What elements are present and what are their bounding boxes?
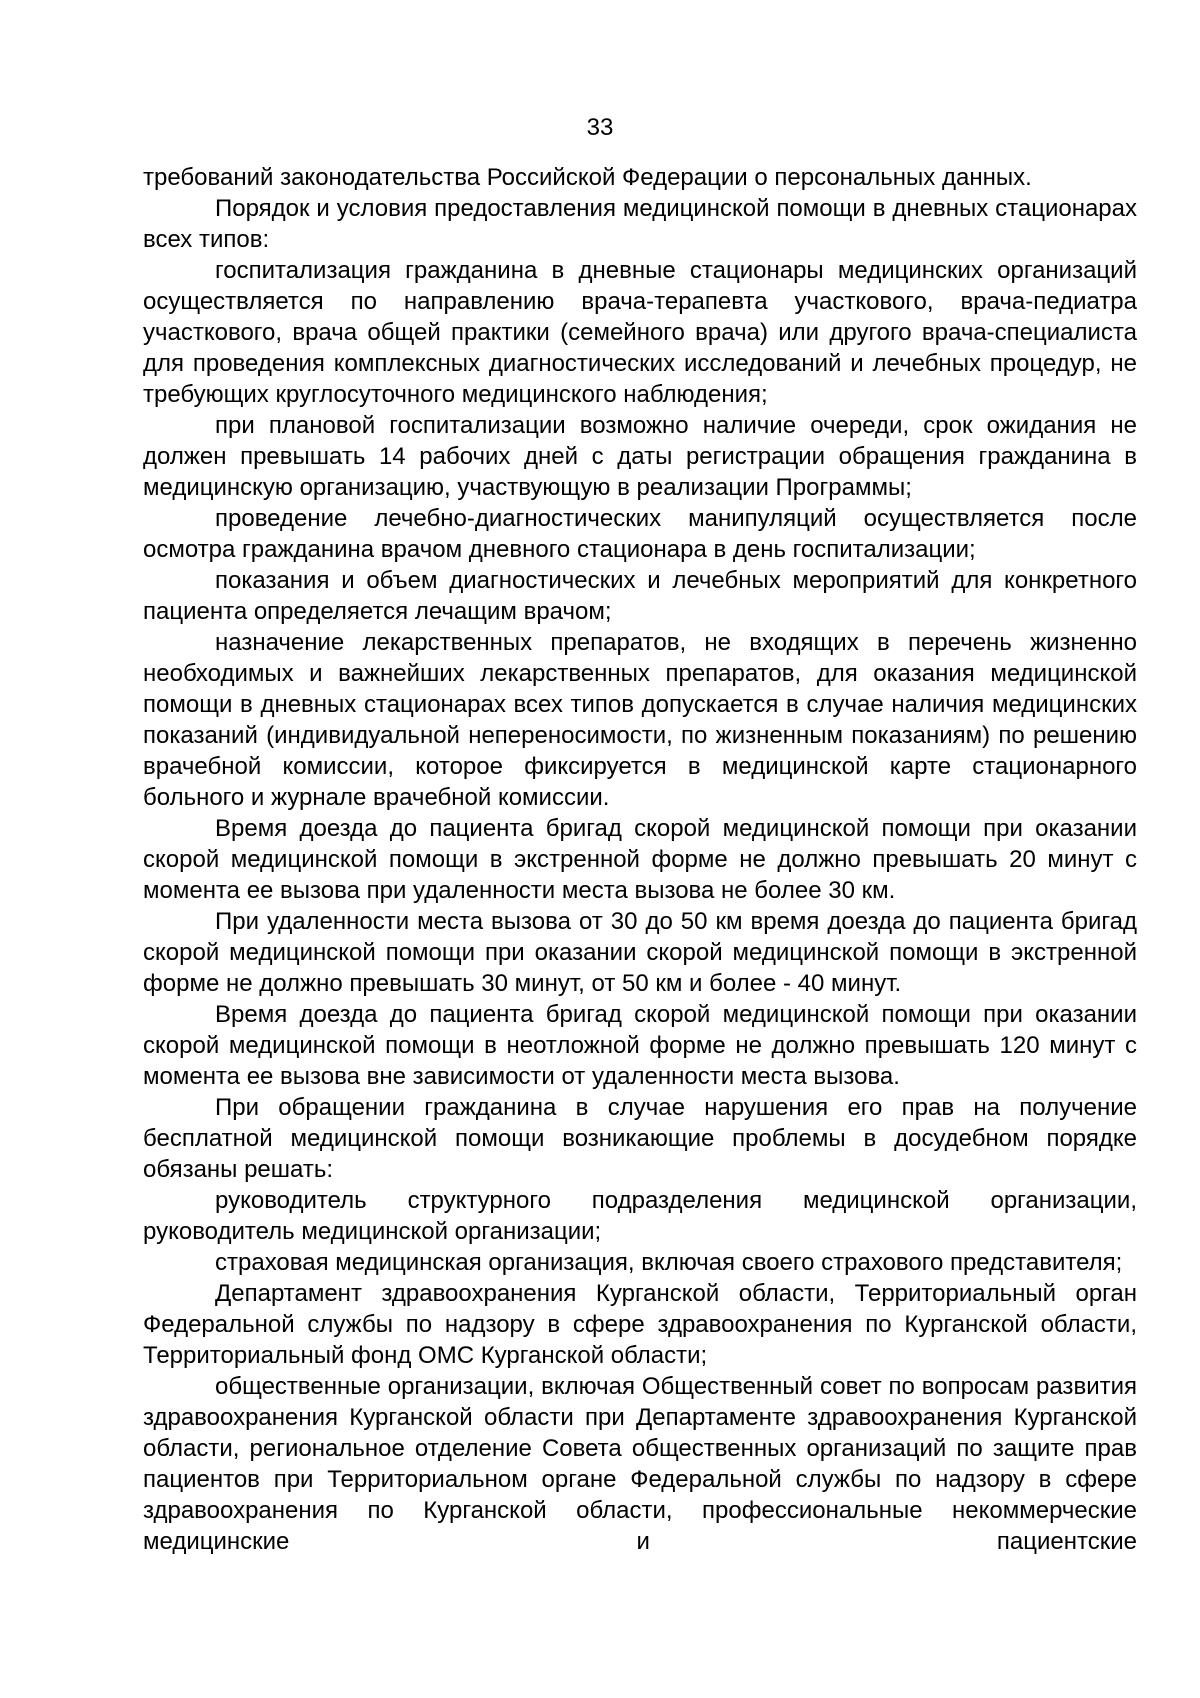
paragraph: При обращении гражданина в случае нарушения его прав на получение бесплатной медицинской помощи возникающие проблемы в досудебном порядке обязаны решать: — [143, 1094, 1137, 1183]
paragraph: госпитализация гражданина в дневные стационары медицинских организаций осуществляется по направлению врача-терапевта участкового, врача-педиатра участкового, врача общей практики (семейного врача) или другого врача-специалиста для проведения комплексных диагностических исследований и лечебных процедур, не требующих круглосуточного медицинского наблюдения; — [143, 257, 1137, 408]
paragraph: Порядок и условия предоставления медицинской помощи в дневных стационарах всех типов: — [143, 195, 1137, 253]
paragraph: при плановой госпитализации возможно наличие очереди, срок ожидания не должен превышать 14 рабочих дней с даты регистрации обращения гражданина в медицинскую организацию, участвующую в реализации Программы; — [143, 412, 1137, 501]
paragraph: руководитель структурного подразделения медицинской организации, руководитель медицинской организации; — [143, 1187, 1137, 1245]
paragraph: Время доезда до пациента бригад скорой медицинской помощи при оказании скорой медицинской помощи в неотложной форме не должно превышать 120 минут с момента ее вызова вне зависимости от удаленности места вызова. — [143, 1001, 1137, 1090]
document-body — [143, 162, 1137, 1557]
paragraph: страховая медицинская организация, включая своего страхового представителя; — [215, 1249, 1123, 1276]
paragraph: При удаленности места вызова от 30 до 50 км время доезда до пациента бригад скорой медицинской помощи при оказании скорой медицинской помощи в экстренной форме не должно превышать 30 минут, от 50 км и более - 40 минут. — [143, 908, 1137, 997]
paragraph: показания и объем диагностических и лечебных мероприятий для конкретного пациента определяется лечащим врачом; — [143, 567, 1137, 625]
paragraph: Время доезда до пациента бригад скорой медицинской помощи при оказании скорой медицинской помощи в экстренной форме не должно превышать 20 минут с момента ее вызова при удаленности места вызова не более 30 км. — [143, 815, 1137, 904]
paragraph: проведение лечебно-диагностических манипуляций осуществляется после осмотра гражданина врачом дневного стационара в день госпитализации; — [143, 505, 1137, 563]
paragraph: назначение лекарственных препаратов, не входящих в перечень жизненно необходимых и важнейших лекарственных препаратов, для оказания медицинской помощи в дневных стационарах всех типов допускается в случае наличия медицинских показаний (индивидуальной непереносимости, по жизненным показаниям) по решению врачебной комиссии, которое фиксируется в медицинской карте стационарного больного и журнале врачебной комиссии. — [143, 629, 1137, 811]
paragraph: общественные организации, включая Общественный совет по вопросам развития здравоохранения Курганской области при Департаменте здравоохранения Курганской области, региональное отделение Совета общественных организаций по защите прав пациентов при Территориальном органе Федеральной службы по надзору в сфере здравоохранения по Курганской области, профессиональные некоммерческие медицинские и пациентские — [143, 1373, 1137, 1555]
page-number: 33 — [586, 114, 614, 141]
paragraph: Департамент здравоохранения Курганской области, Территориальный орган Федеральной службы по надзору в сфере здравоохранения по Курганской области, Территориальный фонд ОМС Курганской области; — [143, 1280, 1137, 1369]
paragraph: требований законодательства Российской Федерации о персональных данных. — [143, 164, 1032, 191]
